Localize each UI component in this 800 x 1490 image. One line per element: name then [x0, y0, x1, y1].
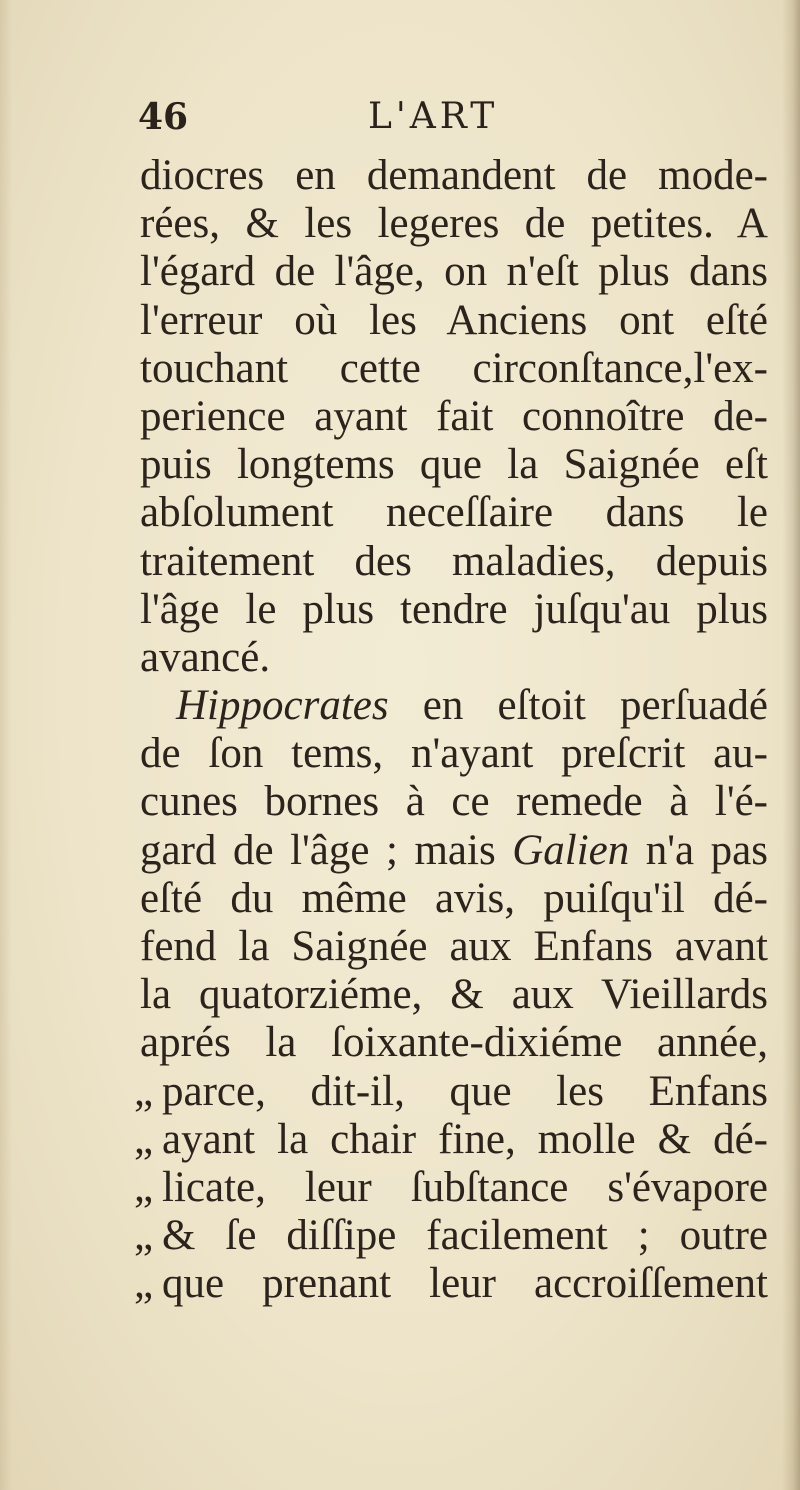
- text-line: aprés la ſoixante-dixiéme année,: [140, 1019, 768, 1067]
- text-line: [140, 827, 768, 875]
- quote-mark: „: [134, 1163, 154, 1211]
- page-number: 46: [138, 96, 189, 138]
- text-line: fend la Saignée aux Enfans avant: [140, 923, 768, 970]
- page-header: [138, 92, 778, 148]
- page-right-edge: [782, 0, 800, 1490]
- text-fragment: n'a pas: [629, 826, 768, 874]
- text-line: abſolument neceſſaire dans le: [140, 489, 768, 537]
- page-text: [134, 152, 768, 1309]
- quoted-line: [134, 1067, 768, 1116]
- text-fragment: ayant la chair fine, molle & dé-: [162, 1115, 768, 1163]
- text-line: de ſon tems, n'ayant preſcrit au-: [140, 730, 768, 778]
- page-left-edge: [0, 0, 12, 1490]
- text-fragment: en eſtoit perſuadé: [388, 682, 768, 730]
- quote-mark: „: [134, 1212, 154, 1260]
- name-galien: Galien: [512, 826, 630, 874]
- text-line: traitement des maladies, depuis: [140, 537, 768, 585]
- quoted-line: [134, 1212, 768, 1260]
- quote-mark: „: [134, 1260, 154, 1308]
- text-line: puis longtems que la Saignée eſt: [140, 441, 768, 489]
- text-line: touchant cette circonſtance,l'ex-: [140, 344, 768, 392]
- text-line: avancé.: [140, 633, 271, 681]
- text-line: eſté du même avis, puiſqu'il dé-: [140, 874, 768, 922]
- text-fragment: & ſe diſſipe facilement ; outre: [162, 1212, 768, 1260]
- text-line: diocres en demandent de mode-: [140, 152, 768, 199]
- quote-mark: „: [134, 1115, 154, 1163]
- text-line: cunes bornes à ce remede à l'é-: [140, 778, 768, 826]
- text-line: l'âge le plus tendre juſqu'au plus: [140, 585, 768, 633]
- text-line: [140, 682, 768, 730]
- quoted-line: [134, 1260, 768, 1308]
- text-line: perience ayant fait connoître de-: [140, 392, 768, 440]
- running-head: L'ART: [368, 96, 499, 137]
- text-line: l'égard de l'âge, on n'eſt plus dans: [140, 248, 768, 296]
- quote-mark: „: [134, 1067, 154, 1115]
- text-line: la quatorziéme, & aux Vieillards: [140, 971, 768, 1019]
- quoted-line: [134, 1163, 768, 1212]
- text-fragment: parce, dit-il, que les Enfans: [162, 1067, 768, 1115]
- name-hippocrates: Hippocrates: [176, 682, 389, 730]
- text-line: l'erreur où les Anciens ont eſté: [140, 296, 768, 344]
- text-fragment: licate, leur ſubſtance s'évapore: [162, 1163, 768, 1211]
- text-line: rées, & les legeres de petites. A: [140, 200, 768, 248]
- quoted-line: [134, 1115, 768, 1164]
- text-fragment: gard de l'âge ; mais: [140, 826, 513, 874]
- text-fragment: que prenant leur accroiſſement: [162, 1260, 768, 1308]
